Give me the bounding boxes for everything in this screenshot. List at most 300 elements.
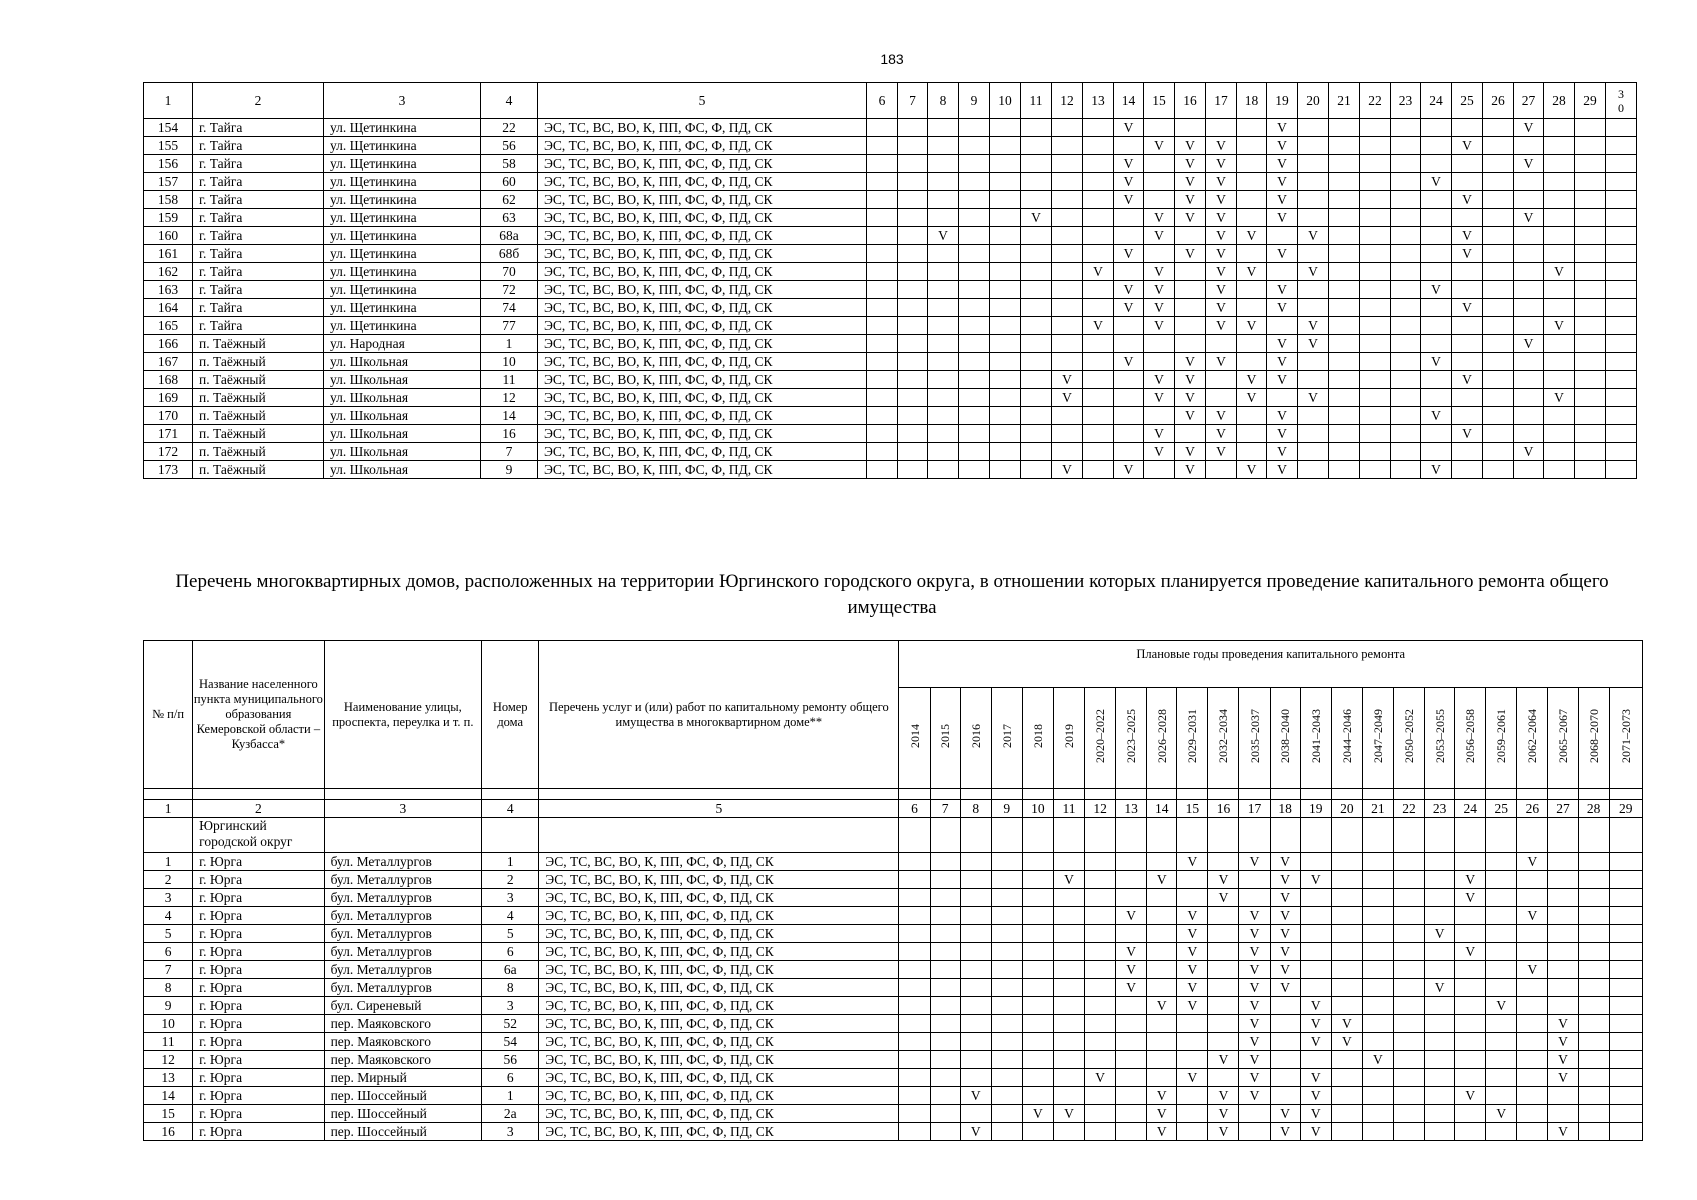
empty-cell xyxy=(1609,818,1642,853)
year-mark: V xyxy=(1206,263,1237,281)
empty-cell xyxy=(1206,371,1237,389)
column-number: 24 xyxy=(1455,800,1486,818)
empty-cell xyxy=(1393,818,1424,853)
empty-cell xyxy=(1085,961,1116,979)
empty-cell xyxy=(898,137,928,155)
works-cell: ЭС, ТС, ВС, ВО, К, ПП, ФС, Ф, ПД, СК xyxy=(538,119,867,137)
empty-cell xyxy=(1053,1087,1084,1105)
empty-cell xyxy=(1237,425,1267,443)
year-mark: V xyxy=(1144,281,1175,299)
empty-cell xyxy=(1425,1105,1455,1123)
settlement-cell: г. Юрга xyxy=(193,1105,324,1123)
column-number: 21 xyxy=(1329,83,1360,119)
empty-cell xyxy=(928,137,959,155)
empty-cell xyxy=(1022,1069,1053,1087)
year-mark: V xyxy=(1114,119,1144,137)
empty-cell xyxy=(959,461,990,479)
empty-cell xyxy=(1514,191,1544,209)
empty-cell xyxy=(1022,1087,1053,1105)
year-mark: V xyxy=(1237,317,1267,335)
empty-cell xyxy=(1331,925,1362,943)
gap-cell xyxy=(1393,789,1424,800)
empty-cell xyxy=(1575,299,1606,317)
empty-cell xyxy=(1144,407,1175,425)
year-mark: V xyxy=(1270,1105,1300,1123)
empty-cell xyxy=(867,119,898,137)
empty-cell xyxy=(1575,137,1606,155)
empty-cell xyxy=(930,997,960,1015)
empty-cell xyxy=(1544,371,1575,389)
year-mark: V xyxy=(1083,263,1114,281)
empty-cell xyxy=(1575,371,1606,389)
table-row xyxy=(144,353,1637,371)
empty-cell xyxy=(1083,353,1114,371)
column-number: 7 xyxy=(898,83,928,119)
empty-cell xyxy=(1575,173,1606,191)
empty-cell xyxy=(1144,461,1175,479)
empty-cell xyxy=(1329,155,1360,173)
empty-cell xyxy=(899,853,930,871)
empty-cell xyxy=(1391,191,1421,209)
empty-cell xyxy=(1021,443,1052,461)
year-header xyxy=(991,688,1022,789)
empty-cell xyxy=(867,389,898,407)
empty-cell xyxy=(991,889,1022,907)
table-row xyxy=(144,137,1637,155)
empty-cell xyxy=(899,1051,930,1069)
empty-cell xyxy=(1177,1051,1208,1069)
empty-cell xyxy=(1052,335,1083,353)
house-cell: 1 xyxy=(481,335,538,353)
year-mark: V xyxy=(1239,961,1270,979)
empty-cell xyxy=(930,1069,960,1087)
year-mark: V xyxy=(1298,263,1329,281)
empty-cell xyxy=(1177,1123,1208,1141)
year-mark: V xyxy=(1239,907,1270,925)
row-number: 14 xyxy=(144,1087,193,1105)
empty-cell xyxy=(1578,853,1609,871)
house-cell: 63 xyxy=(481,209,538,227)
empty-cell xyxy=(1237,353,1267,371)
empty-cell xyxy=(960,907,991,925)
table-row xyxy=(144,425,1637,443)
empty-cell xyxy=(1486,889,1517,907)
settlement-cell: п. Таёжный xyxy=(193,425,324,443)
gap-cell xyxy=(1085,789,1116,800)
year-mark: V xyxy=(1144,137,1175,155)
empty-cell xyxy=(1421,299,1452,317)
empty-cell xyxy=(867,353,898,371)
street-cell: бул. Металлургов xyxy=(324,979,482,997)
empty-cell xyxy=(1544,281,1575,299)
empty-cell xyxy=(1144,119,1175,137)
street-cell: пер. Мирный xyxy=(324,1069,482,1087)
empty-cell xyxy=(899,818,930,853)
empty-cell xyxy=(1455,1015,1486,1033)
empty-cell xyxy=(898,371,928,389)
empty-cell xyxy=(1425,907,1455,925)
empty-cell xyxy=(1548,889,1578,907)
empty-cell xyxy=(1421,317,1452,335)
header-years-group: Плановые годы проведения капитального ремонта xyxy=(899,641,1643,688)
year-mark: V xyxy=(1300,1105,1331,1123)
empty-cell xyxy=(1021,281,1052,299)
empty-cell xyxy=(1147,907,1177,925)
works-cell: ЭС, ТС, ВС, ВО, К, ПП, ФС, Ф, ПД, СК xyxy=(538,443,867,461)
empty-cell xyxy=(1267,389,1298,407)
empty-cell xyxy=(1425,1051,1455,1069)
empty-cell xyxy=(1421,263,1452,281)
empty-cell xyxy=(1053,853,1084,871)
settlement-cell: г. Юрга xyxy=(193,979,324,997)
empty-cell xyxy=(1578,818,1609,853)
empty-cell xyxy=(991,1051,1022,1069)
empty-cell xyxy=(867,209,898,227)
header-num: № п/п xyxy=(144,641,193,789)
house-cell: 77 xyxy=(481,317,538,335)
empty-cell xyxy=(1329,245,1360,263)
empty-cell xyxy=(1270,1051,1300,1069)
year-mark: V xyxy=(1144,263,1175,281)
works-cell: ЭС, ТС, ВС, ВО, К, ПП, ФС, Ф, ПД, СК xyxy=(538,299,867,317)
settlement-cell: г. Юрга xyxy=(193,907,324,925)
empty-cell xyxy=(1517,1087,1548,1105)
column-number: 9 xyxy=(991,800,1022,818)
empty-cell xyxy=(960,997,991,1015)
table-row xyxy=(144,943,1643,961)
empty-cell xyxy=(1483,227,1514,245)
year-label: 2062–2064 xyxy=(1525,709,1540,763)
empty-cell xyxy=(1578,907,1609,925)
empty-cell xyxy=(1609,943,1642,961)
year-header xyxy=(1300,688,1331,789)
empty-cell xyxy=(991,1105,1022,1123)
empty-cell xyxy=(1425,1123,1455,1141)
street-cell: ул. Школьная xyxy=(324,353,481,371)
empty-cell xyxy=(1116,853,1147,871)
year-header xyxy=(899,688,930,789)
year-label: 2035–2037 xyxy=(1247,709,1262,763)
empty-cell xyxy=(1052,227,1083,245)
empty-cell xyxy=(1391,137,1421,155)
year-mark: V xyxy=(1425,925,1455,943)
street-cell: ул. Школьная xyxy=(324,371,481,389)
empty-cell xyxy=(1391,281,1421,299)
empty-cell xyxy=(1052,155,1083,173)
empty-cell xyxy=(898,407,928,425)
empty-cell xyxy=(1360,263,1391,281)
column-number: 1 xyxy=(144,800,193,818)
year-mark: V xyxy=(1208,1051,1239,1069)
gap-cell xyxy=(482,789,539,800)
empty-cell xyxy=(1609,853,1642,871)
empty-cell xyxy=(1177,1033,1208,1051)
empty-cell xyxy=(898,443,928,461)
settlement-cell: г. Тайга xyxy=(193,281,324,299)
street-cell: ул. Школьная xyxy=(324,389,481,407)
works-cell: ЭС, ТС, ВС, ВО, К, ПП, ФС, Ф, ПД, СК xyxy=(538,371,867,389)
settlement-cell: г. Юрга xyxy=(193,1123,324,1141)
empty-cell xyxy=(1483,137,1514,155)
year-mark: V xyxy=(1239,925,1270,943)
empty-cell xyxy=(1544,245,1575,263)
year-label: 2059–2061 xyxy=(1494,709,1509,763)
empty-cell xyxy=(1486,1087,1517,1105)
empty-cell xyxy=(1393,1087,1424,1105)
year-header xyxy=(1208,688,1239,789)
empty-cell xyxy=(1514,317,1544,335)
table-row xyxy=(144,979,1643,997)
empty-cell xyxy=(1393,1105,1424,1123)
empty-cell xyxy=(1548,979,1578,997)
empty-cell xyxy=(1267,263,1298,281)
empty-cell xyxy=(1548,1087,1578,1105)
empty-cell xyxy=(1455,997,1486,1015)
column-number: 19 xyxy=(1267,83,1298,119)
column-number: 25 xyxy=(1452,83,1483,119)
column-number: 6 xyxy=(867,83,898,119)
gap-cell xyxy=(1362,789,1393,800)
street-cell: пер. Шоссейный xyxy=(324,1105,482,1123)
column-number: 22 xyxy=(1393,800,1424,818)
street-cell: пер. Шоссейный xyxy=(324,1123,482,1141)
year-mark: V xyxy=(1206,155,1237,173)
empty-cell xyxy=(1452,173,1483,191)
column-number: 13 xyxy=(1083,83,1114,119)
year-mark: V xyxy=(1239,943,1270,961)
empty-cell xyxy=(1360,245,1391,263)
empty-cell xyxy=(1021,389,1052,407)
table-row xyxy=(144,1087,1643,1105)
row-number: 11 xyxy=(144,1033,193,1051)
empty-cell xyxy=(1329,461,1360,479)
empty-cell xyxy=(1331,1069,1362,1087)
empty-cell xyxy=(1575,425,1606,443)
settlement-cell: г. Юрга xyxy=(193,853,324,871)
empty-cell xyxy=(1362,961,1393,979)
empty-cell xyxy=(930,1087,960,1105)
year-mark: V xyxy=(1300,1123,1331,1141)
empty-cell xyxy=(1452,389,1483,407)
empty-cell xyxy=(1391,317,1421,335)
empty-cell xyxy=(1021,425,1052,443)
empty-cell xyxy=(1575,227,1606,245)
empty-cell xyxy=(1085,1051,1116,1069)
empty-cell xyxy=(1053,889,1084,907)
year-mark: V xyxy=(1206,407,1237,425)
empty-cell xyxy=(991,1123,1022,1141)
column-number: 27 xyxy=(1514,83,1544,119)
year-mark: V xyxy=(1116,961,1147,979)
empty-cell xyxy=(1114,227,1144,245)
settlement-cell: г. Юрга xyxy=(193,1033,324,1051)
column-number: 26 xyxy=(1483,83,1514,119)
empty-cell xyxy=(1606,281,1637,299)
empty-cell xyxy=(1021,227,1052,245)
column-number: 3 xyxy=(324,800,482,818)
empty-cell xyxy=(991,853,1022,871)
empty-cell xyxy=(1391,425,1421,443)
empty-cell xyxy=(991,979,1022,997)
empty-cell xyxy=(899,979,930,997)
empty-cell xyxy=(960,889,991,907)
year-mark: V xyxy=(1175,209,1206,227)
year-header xyxy=(1362,688,1393,789)
year-mark: V xyxy=(1548,1123,1578,1141)
year-mark: V xyxy=(1239,1069,1270,1087)
empty-cell xyxy=(930,943,960,961)
empty-cell xyxy=(1053,997,1084,1015)
empty-cell xyxy=(1267,317,1298,335)
empty-cell xyxy=(1548,997,1578,1015)
year-mark: V xyxy=(1270,925,1300,943)
empty-cell xyxy=(1421,137,1452,155)
empty-cell xyxy=(1116,1051,1147,1069)
empty-cell xyxy=(898,281,928,299)
empty-cell xyxy=(1114,209,1144,227)
year-mark: V xyxy=(1208,1087,1239,1105)
year-mark: V xyxy=(1362,1051,1393,1069)
year-mark: V xyxy=(1085,1069,1116,1087)
empty-cell xyxy=(1606,209,1637,227)
empty-cell xyxy=(1053,943,1084,961)
house-cell: 1 xyxy=(482,853,539,871)
empty-cell xyxy=(898,191,928,209)
empty-cell xyxy=(1544,137,1575,155)
house-cell: 16 xyxy=(481,425,538,443)
house-cell: 5 xyxy=(482,925,539,943)
empty-cell xyxy=(1606,335,1637,353)
empty-cell xyxy=(928,407,959,425)
works-cell: ЭС, ТС, ВС, ВО, К, ПП, ФС, Ф, ПД, СК xyxy=(539,1123,899,1141)
year-mark: V xyxy=(1208,871,1239,889)
empty-cell xyxy=(1298,209,1329,227)
empty-cell xyxy=(1575,335,1606,353)
column-number: 25 xyxy=(1486,800,1517,818)
empty-cell xyxy=(1237,155,1267,173)
year-mark: V xyxy=(1144,371,1175,389)
year-mark: V xyxy=(1144,443,1175,461)
empty-cell xyxy=(930,853,960,871)
year-mark: V xyxy=(1147,1087,1177,1105)
empty-cell xyxy=(1606,317,1637,335)
column-number: 18 xyxy=(1270,800,1300,818)
empty-cell xyxy=(928,191,959,209)
works-cell: ЭС, ТС, ВС, ВО, К, ПП, ФС, Ф, ПД, СК xyxy=(538,461,867,479)
year-header xyxy=(930,688,960,789)
year-mark: V xyxy=(1237,227,1267,245)
empty-cell xyxy=(1083,335,1114,353)
empty-cell xyxy=(960,1051,991,1069)
year-mark: V xyxy=(1144,209,1175,227)
empty-cell xyxy=(1052,317,1083,335)
year-header xyxy=(1177,688,1208,789)
year-mark: V xyxy=(1052,371,1083,389)
empty-cell xyxy=(1486,1051,1517,1069)
street-cell: ул. Щетинкина xyxy=(324,191,481,209)
year-label: 2038–2040 xyxy=(1278,709,1293,763)
empty-cell xyxy=(1022,1015,1053,1033)
gap-cell xyxy=(1548,789,1578,800)
year-mark: V xyxy=(1206,245,1237,263)
empty-cell xyxy=(1578,871,1609,889)
table-row xyxy=(144,961,1643,979)
year-mark: V xyxy=(1177,853,1208,871)
year-mark: V xyxy=(1114,173,1144,191)
year-mark: V xyxy=(1514,119,1544,137)
empty-cell xyxy=(1237,281,1267,299)
row-number: 2 xyxy=(144,871,193,889)
empty-cell xyxy=(1177,889,1208,907)
empty-cell xyxy=(960,925,991,943)
empty-cell xyxy=(1021,461,1052,479)
empty-cell xyxy=(899,961,930,979)
empty-cell xyxy=(1298,443,1329,461)
empty-cell xyxy=(1421,245,1452,263)
empty-cell xyxy=(1116,889,1147,907)
empty-cell xyxy=(1483,461,1514,479)
table-row xyxy=(144,263,1637,281)
row-number: 173 xyxy=(144,461,193,479)
empty-cell xyxy=(1360,281,1391,299)
empty-cell xyxy=(1021,119,1052,137)
settlement-cell: г. Тайга xyxy=(193,317,324,335)
column-number: 8 xyxy=(960,800,991,818)
empty-cell xyxy=(1083,191,1114,209)
empty-cell xyxy=(1298,191,1329,209)
works-cell: ЭС, ТС, ВС, ВО, К, ПП, ФС, Ф, ПД, СК xyxy=(539,1051,899,1069)
table-row xyxy=(144,317,1637,335)
empty-cell xyxy=(1116,1105,1147,1123)
table-row xyxy=(144,155,1637,173)
empty-cell xyxy=(928,263,959,281)
empty-cell xyxy=(898,299,928,317)
empty-cell xyxy=(1486,943,1517,961)
empty-cell xyxy=(1393,961,1424,979)
year-label: 2032–2034 xyxy=(1216,709,1231,763)
empty-cell xyxy=(1391,227,1421,245)
empty-cell xyxy=(991,997,1022,1015)
year-label: 2023–2025 xyxy=(1124,709,1139,763)
year-mark: V xyxy=(1114,461,1144,479)
empty-cell xyxy=(867,335,898,353)
table-row xyxy=(144,907,1643,925)
empty-cell xyxy=(1021,263,1052,281)
empty-cell xyxy=(1455,961,1486,979)
empty-cell xyxy=(1517,889,1548,907)
empty-cell xyxy=(1609,961,1642,979)
year-mark: V xyxy=(960,1087,991,1105)
year-mark: V xyxy=(1175,353,1206,371)
empty-cell xyxy=(1609,1033,1642,1051)
empty-cell xyxy=(1609,871,1642,889)
empty-cell xyxy=(959,299,990,317)
column-number: 11 xyxy=(1053,800,1084,818)
year-mark: V xyxy=(1144,389,1175,407)
column-number: 13 xyxy=(1116,800,1147,818)
empty-cell xyxy=(928,299,959,317)
year-mark: V xyxy=(1116,907,1147,925)
empty-cell xyxy=(1331,907,1362,925)
empty-cell xyxy=(959,155,990,173)
empty-cell xyxy=(928,443,959,461)
table-row xyxy=(144,173,1637,191)
empty-cell xyxy=(1298,461,1329,479)
empty-cell xyxy=(1085,1123,1116,1141)
empty-cell xyxy=(539,818,899,853)
house-cell: 6 xyxy=(482,943,539,961)
empty-cell xyxy=(1393,907,1424,925)
